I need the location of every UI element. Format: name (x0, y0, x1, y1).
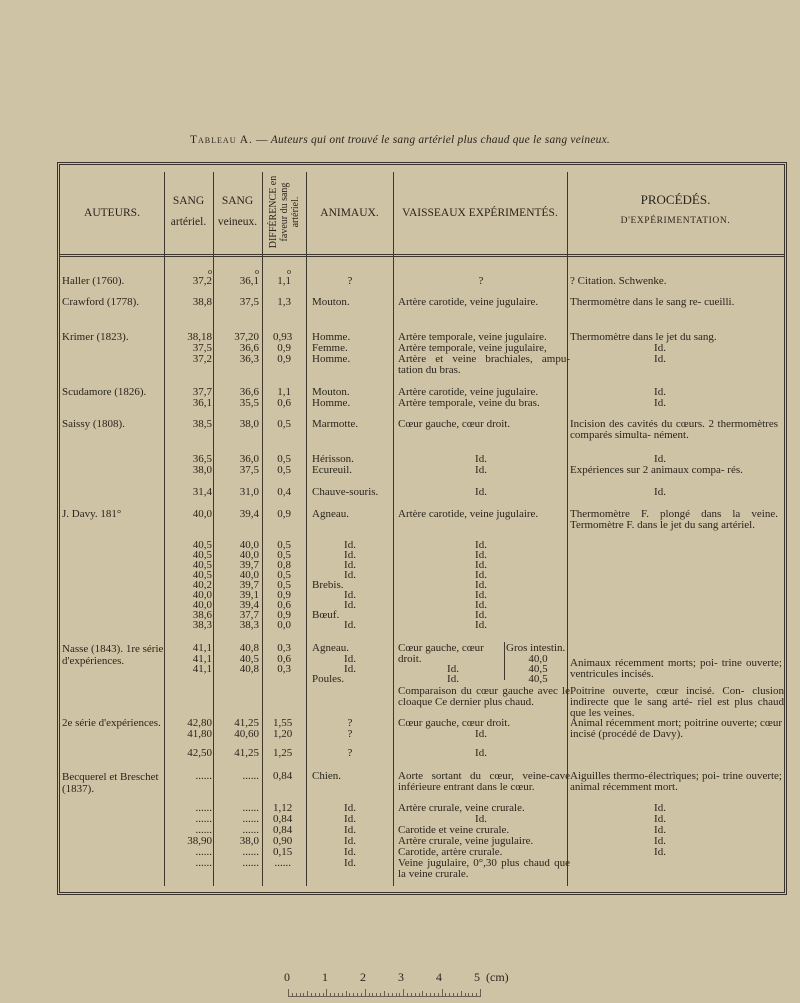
ruler-tick (465, 993, 466, 997)
ruler-tick (434, 993, 435, 997)
cell-arteriel: 38,3 (192, 619, 212, 631)
cell-veineux: 36,0 (239, 453, 259, 465)
ruler-tick (476, 993, 477, 997)
cell-arteriel: 37,2 (192, 353, 212, 365)
cell-procede: Id. (654, 386, 666, 398)
cell-animal: Id. (344, 619, 356, 631)
cell-veineux: ...... (242, 857, 259, 869)
cell-arteriel: 38,18 (187, 331, 212, 343)
cell-veineux: 40,0 (239, 569, 259, 581)
ruler-tick (372, 993, 373, 997)
cell-arteriel: ...... (195, 802, 212, 814)
cell-vaisseaux: Id. (475, 453, 487, 465)
cell-animal: Id. (344, 835, 356, 847)
cell-auteur: Haller (1760). (62, 275, 125, 287)
cell-diff: 0,8 (277, 559, 291, 571)
degree-mark: o (255, 267, 259, 276)
cell-arteriel: 40,0 (192, 508, 212, 520)
cell-vaisseaux: Cœur gauche, cœur droit. (398, 642, 484, 665)
caption-dash: — (255, 134, 268, 146)
cell-vaisseaux: ? (478, 275, 484, 287)
cell-animal: Id. (344, 813, 356, 825)
cell-animal: Poules. (312, 673, 345, 685)
ruler-tick (346, 991, 347, 997)
cell-procede: Id. (654, 397, 666, 409)
ruler-tick (449, 993, 450, 997)
cell-procede: Thermomètre dans le sang re- cueilli. (570, 296, 735, 308)
ruler-label: 2 (360, 970, 366, 984)
header-veineux: veineux. (217, 215, 258, 228)
cell-diff: 0,93 (273, 331, 293, 343)
ruler-tick (453, 993, 454, 997)
cell-diff: ...... (274, 857, 291, 869)
cell-procede: Poitrine ouverte, cœur incisé. Con- clusion indirecte que le sang arté- riel est plus chaud que les veines. (570, 685, 784, 719)
cell-arteriel: ...... (195, 770, 212, 782)
cell-veineux: 38,3 (239, 619, 259, 631)
ruler-tick (311, 993, 312, 997)
cell-vaisseaux: Id. (475, 549, 487, 561)
cell-veineux: 39,4 (239, 508, 259, 520)
cell-diff: 0,3 (277, 642, 291, 654)
cell-veineux: ...... (242, 770, 259, 782)
ruler-label: 3 (398, 970, 404, 984)
cell-veineux: 36,1 (239, 275, 259, 287)
ruler-tick (438, 993, 439, 997)
cell-vaisseaux: Carotide et veine crurale. (398, 824, 510, 836)
cell-auteur-text: Nasse (1843). 1re série d'expériences. (62, 643, 164, 667)
cell-procede: ? Citation. Schwenke. (570, 275, 667, 287)
ruler-tick (323, 993, 324, 997)
cell-diff: 0,84 (273, 770, 293, 782)
cell-diff: 0,5 (277, 549, 291, 561)
cell-vaisseaux: Veine jugulaire, 0°,30 plus chaud que la veine crurale. (398, 857, 570, 880)
ruler-label: 4 (436, 970, 442, 984)
cell-vaisseaux: Carotide, artère crurale. (398, 846, 503, 858)
cell-veineux: 40,8 (239, 642, 259, 654)
cell-vaisseaux: Id. (447, 663, 459, 675)
cell-vaisseaux: Id. (475, 589, 487, 601)
cell-diff: 0,15 (273, 846, 293, 858)
cell-animal: ? (347, 275, 353, 287)
cell-animal: Homme. (312, 353, 351, 365)
cell-arteriel: 40,5 (192, 539, 212, 551)
cell-vaisseaux: Comparaison du cœur gauche avec le cloaque Ce dernier plus chaud. (398, 685, 570, 708)
cell-animal: Id. (344, 599, 356, 611)
cell-diff: 0,6 (277, 653, 291, 665)
cell-animal: Id. (344, 824, 356, 836)
cell-diff: 0,5 (277, 418, 291, 430)
cell-diff: 1,1 (277, 386, 291, 398)
cell-procede: Animaux récemment morts; poi- trine ouverte; ventricules incisés. (570, 657, 782, 680)
cell-procede: Id. (654, 453, 666, 465)
cell-diff: 0,6 (277, 599, 291, 611)
header-procedes-title: PROCÉDÉS. (640, 192, 711, 207)
ruler-tick (288, 989, 289, 997)
cell-arteriel: 38,6 (192, 609, 212, 621)
cell-vaisseaux: Artère crurale, veine crurale. (398, 802, 525, 814)
ruler-tick (472, 993, 473, 997)
cell-vaisseaux: Cœur gauche, cœur droit. (398, 717, 511, 729)
ruler-tick (445, 993, 446, 997)
cell-vaisseaux: Id. (475, 486, 487, 498)
cell-animal: Femme. (312, 342, 348, 354)
cell-veineux: ...... (242, 813, 259, 825)
ruler-tick (461, 991, 462, 997)
cell-arteriel: 40,0 (192, 599, 212, 611)
cell-arteriel: 42,50 (187, 747, 212, 759)
cell-procede: Id. (654, 802, 666, 814)
cell-veineux: ...... (242, 846, 259, 858)
header-difference: DIFFÉRENCE en faveur du sang artériel. (267, 175, 301, 249)
caption-title: Auteurs qui ont trouvé le sang artériel plus chaud que le sang veineux. (270, 134, 610, 146)
cell-animal: Homme. (312, 331, 351, 343)
cell-arteriel: 38,8 (192, 296, 212, 308)
ruler-tick (300, 993, 301, 997)
cell-procede: Id. (654, 835, 666, 847)
cell-vaisseaux: Id. (475, 579, 487, 591)
header-vaisseaux: VAISSEAUX EXPÉRIMENTÉS. (402, 207, 558, 219)
cell-veineux: 40,8 (239, 663, 259, 675)
cell-arteriel: 31,4 (192, 486, 212, 498)
header-sang-veineux (213, 194, 262, 230)
cell-arteriel: 40,5 (192, 549, 212, 561)
cell-veineux: 37,7 (239, 609, 259, 621)
cell-vaisseaux-intestin: 40,0 (528, 653, 548, 665)
ruler-tick (480, 989, 481, 997)
cell-veineux: 41,25 (234, 747, 259, 759)
cell-vaisseaux: Id. (475, 569, 487, 581)
ruler-tick (388, 993, 389, 997)
ruler-tick (319, 993, 320, 997)
cell-procede: Incision des cavités du cœurs. 2 thermomètres comparés simulta- nément. (570, 418, 778, 441)
header-sang: SANG (221, 195, 254, 207)
cell-vaisseaux: Id. (475, 813, 487, 825)
cell-arteriel: 38,90 (187, 835, 212, 847)
cell-veineux: 38,0 (239, 418, 259, 430)
ruler-tick (303, 993, 304, 997)
ruler-tick (334, 993, 335, 997)
cell-auteur: Saissy (1808). (62, 418, 125, 430)
cell-animal: Id. (344, 857, 356, 869)
cell-arteriel: 38,0 (192, 464, 212, 476)
cell-animal: Mouton. (312, 296, 350, 308)
cell-veineux: 36,6 (239, 386, 259, 398)
cell-veineux: 39,7 (239, 579, 259, 591)
ruler-tick (396, 993, 397, 997)
cell-animal: Id. (344, 559, 356, 571)
ruler-tick (296, 993, 297, 997)
cell-diff: 0,3 (277, 663, 291, 675)
cell-arteriel: 41,80 (187, 728, 212, 740)
cell-animal: ? (347, 728, 353, 740)
ruler-tick (422, 991, 423, 997)
ruler-tick (292, 993, 293, 997)
cell-vaisseaux: Id. (475, 728, 487, 740)
cell-animal: Id. (344, 802, 356, 814)
ruler-tick (307, 991, 308, 997)
cell-auteur: Scudamore (1826). (62, 386, 147, 398)
cell-procede: Expériences sur 2 animaux compa- rés. (570, 464, 743, 476)
ruler-label: 1 (322, 970, 328, 984)
cell-arteriel: 38,5 (192, 418, 212, 430)
ruler-tick (411, 993, 412, 997)
ruler-tick (399, 993, 400, 997)
cell-veineux: 38,0 (239, 835, 259, 847)
cell-arteriel: 42,80 (187, 717, 212, 729)
ruler-tick (392, 993, 393, 997)
cell-veineux: 37,5 (239, 464, 259, 476)
ruler-tick (419, 993, 420, 997)
cell-vaisseaux: Artère temporale, veine du bras. (398, 397, 540, 409)
ruler-tick (326, 989, 327, 997)
ruler-tick (365, 989, 366, 997)
cell-arteriel: 41,1 (192, 653, 212, 665)
cell-animal: Homme. (312, 397, 351, 409)
ruler-tick (315, 993, 316, 997)
cell-arteriel: 41,1 (192, 663, 212, 675)
cell-animal: Agneau. (312, 642, 349, 654)
cell-vaisseaux: Aorte sortant du cœur, veine-cave inférieure entrant dans le cœur. (398, 770, 570, 793)
cell-veineux: 39,7 (239, 559, 259, 571)
cell-auteur: 2e série d'expériences. (62, 717, 161, 729)
cell-procede: Aiguilles thermo-électriques; poi- trine ouverte; animal récemment mort. (570, 770, 782, 793)
cell-animal: Id. (344, 653, 356, 665)
degree-mark: o (287, 267, 291, 276)
ruler-tick (369, 993, 370, 997)
ruler-tick (384, 991, 385, 997)
cell-diff: 0,9 (277, 589, 291, 601)
cell-vaisseaux: Artère temporale, veine jugulaire. (398, 331, 547, 343)
cell-diff: 1,1 (277, 275, 291, 287)
cell-auteur: Becquerel et Breschet (1837). (62, 771, 159, 795)
header-arteriel: artériel. (170, 215, 207, 228)
cell-diff: 0,9 (277, 508, 291, 520)
scale-ruler (282, 970, 522, 1000)
degree-mark: o (208, 267, 212, 276)
cell-vaisseaux: Id. (475, 619, 487, 631)
cell-diff: 0,9 (277, 609, 291, 621)
cell-animal: Marmotte. (312, 418, 359, 430)
cell-veineux: ...... (242, 824, 259, 836)
cell-procede: Id. (654, 824, 666, 836)
header-animaux: ANIMAUX. (320, 207, 379, 219)
cell-diff: 1,20 (273, 728, 293, 740)
cell-arteriel: 40,5 (192, 559, 212, 571)
cell-procede: Thermomètre F. plongé dans la veine. Termomètre F. dans le jet du sang artériel. (570, 508, 778, 531)
cell-diff: 1,12 (273, 802, 293, 814)
cell-vaisseaux: Id. (475, 747, 487, 759)
cell-animal: Chien. (312, 770, 342, 782)
cell-vaisseaux-intestin: 40,5 (528, 663, 548, 675)
cell-vaisseaux: Id. (475, 559, 487, 571)
cell-veineux: 40,0 (239, 549, 259, 561)
cell-arteriel: ...... (195, 813, 212, 825)
cell-diff: 1,3 (277, 296, 291, 308)
cell-veineux: 39,4 (239, 599, 259, 611)
cell-veineux: 35,5 (239, 397, 259, 409)
cell-arteriel: 36,1 (192, 397, 212, 409)
cell-arteriel: ...... (195, 824, 212, 836)
table-caption (0, 134, 800, 146)
cell-diff: 0,9 (277, 353, 291, 365)
ruler-unit: (cm) (486, 970, 509, 984)
ruler-tick (357, 993, 358, 997)
header-sang: SANG (172, 195, 205, 207)
ruler-tick (407, 993, 408, 997)
cell-vaisseaux: Artère carotide, veine jugulaire. (398, 296, 539, 308)
cell-vaisseaux: Artère crurale, veine jugulaire. (398, 835, 534, 847)
cell-animal: Id. (344, 663, 356, 675)
cell-veineux: 31,0 (239, 486, 259, 498)
cell-vaisseaux-intestin: 40,5 (528, 673, 548, 685)
cell-auteur: Crawford (1778). (62, 296, 139, 308)
header-rule (60, 254, 784, 257)
cell-diff: 1,55 (273, 717, 293, 729)
cell-diff: 0,9 (277, 342, 291, 354)
cell-arteriel: 40,5 (192, 569, 212, 581)
cell-vaisseaux: Id. (475, 609, 487, 621)
header-auteurs: AUTEURS. (84, 207, 140, 219)
ruler-label: 5 (474, 970, 480, 984)
ruler-tick (468, 993, 469, 997)
cell-animal: Id. (344, 589, 356, 601)
cell-vaisseaux: Id. (475, 464, 487, 476)
ruler-tick (457, 993, 458, 997)
cell-diff: 0,6 (277, 397, 291, 409)
cell-veineux: 40,5 (239, 653, 259, 665)
column-rule (306, 172, 307, 886)
ruler-tick (353, 993, 354, 997)
header-experimentation: D'EXPÉRIMENTATION. (620, 215, 731, 226)
column-rule (393, 172, 394, 886)
cell-animal: Id. (344, 539, 356, 551)
cell-arteriel: ...... (195, 857, 212, 869)
ruler-tick (442, 989, 443, 997)
ruler-tick (376, 993, 377, 997)
cell-arteriel: 37,5 (192, 342, 212, 354)
cell-diff: 0,5 (277, 464, 291, 476)
cell-diff: 1,25 (273, 747, 293, 759)
cell-veineux: 40,60 (234, 728, 259, 740)
cell-animal: Mouton. (312, 386, 350, 398)
cell-diff: 0,84 (273, 824, 293, 836)
cell-diff: 0,90 (273, 835, 293, 847)
cell-veineux: 37,20 (234, 331, 259, 343)
cell-animal: ? (347, 717, 353, 729)
ruler-tick (430, 993, 431, 997)
cell-auteur (62, 643, 166, 667)
ruler-tick (338, 993, 339, 997)
cell-arteriel: 36,5 (192, 453, 212, 465)
cell-animal: ? (347, 747, 353, 759)
column-rule (213, 172, 214, 886)
cell-veineux: 36,6 (239, 342, 259, 354)
cell-vaisseaux: Artère temporale, veine jugulaire, (398, 342, 547, 354)
cell-vaisseaux: Artère et veine brachiales, ampu- tation du bras. (398, 353, 570, 376)
cell-diff: 0,5 (277, 569, 291, 581)
cell-animal: Bœuf. (312, 609, 340, 621)
ruler-tick (415, 993, 416, 997)
cell-procede: Animal récemment mort; poitrine ouverte; cœur incisé (procédé de Davy). (570, 717, 782, 740)
cell-arteriel: 37,7 (192, 386, 212, 398)
cell-arteriel: 41,1 (192, 642, 212, 654)
cell-procede: Id. (654, 846, 666, 858)
cell-veineux: 37,5 (239, 296, 259, 308)
cell-arteriel: ...... (195, 846, 212, 858)
cell-animal: Id. (344, 569, 356, 581)
cell-veineux: 39,1 (239, 589, 259, 601)
cell-vaisseaux: Artère carotide, veine jugulaire. (398, 508, 539, 520)
header-procedes (567, 192, 784, 227)
ruler-tick (403, 989, 404, 997)
cell-animal: Id. (344, 846, 356, 858)
cell-procede: Id. (654, 486, 666, 498)
cell-vaisseaux: Id. (475, 539, 487, 551)
cell-procede: Id. (654, 813, 666, 825)
cell-vaisseaux: Id. (475, 599, 487, 611)
cell-animal: Ecureuil. (312, 464, 353, 476)
cell-vaisseaux-intestin: Gros intestin. (506, 642, 566, 654)
cell-auteur: J. Davy. 181° (62, 508, 122, 520)
cell-diff: 0,4 (277, 486, 291, 498)
cell-veineux: 40,0 (239, 539, 259, 551)
caption-lead: Tableau A. (190, 134, 253, 146)
cell-procede: Id. (654, 353, 666, 365)
cell-veineux: 41,25 (234, 717, 259, 729)
cell-vaisseaux: Artère carotide, veine jugulaire. (398, 386, 539, 398)
cell-arteriel: 40,2 (192, 579, 212, 591)
cell-animal: Brebis. (312, 579, 344, 591)
ruler-tick (342, 993, 343, 997)
ruler-tick (361, 993, 362, 997)
cell-vaisseaux: Id. (447, 673, 459, 685)
cell-diff: 0,0 (277, 619, 291, 631)
cell-animal: Id. (344, 549, 356, 561)
cell-animal: Chauve-souris. (312, 486, 379, 498)
cell-animal: Hérisson. (312, 453, 354, 465)
cell-vaisseaux: Cœur gauche, cœur droit. (398, 418, 511, 430)
ruler-tick (330, 993, 331, 997)
cell-diff: 0,84 (273, 813, 293, 825)
ruler-tick (380, 993, 381, 997)
cell-diff: 0,5 (277, 453, 291, 465)
ruler-label: 0 (284, 970, 290, 984)
ruler-tick (349, 993, 350, 997)
cell-diff: 0,5 (277, 579, 291, 591)
header-sang-arteriel (164, 194, 213, 230)
ruler-tick (426, 993, 427, 997)
cell-procede: Thermomètre dans le jet du sang. (570, 331, 717, 343)
cell-arteriel: 40,0 (192, 589, 212, 601)
cell-veineux: 36,3 (239, 353, 259, 365)
cell-arteriel: 37,2 (192, 275, 212, 287)
cell-animal: Agneau. (312, 508, 349, 520)
column-rule (262, 172, 263, 886)
cell-auteur: Krimer (1823). (62, 331, 129, 343)
cell-veineux: ...... (242, 802, 259, 814)
cell-diff: 0,5 (277, 539, 291, 551)
cell-procede: Id. (654, 342, 666, 354)
